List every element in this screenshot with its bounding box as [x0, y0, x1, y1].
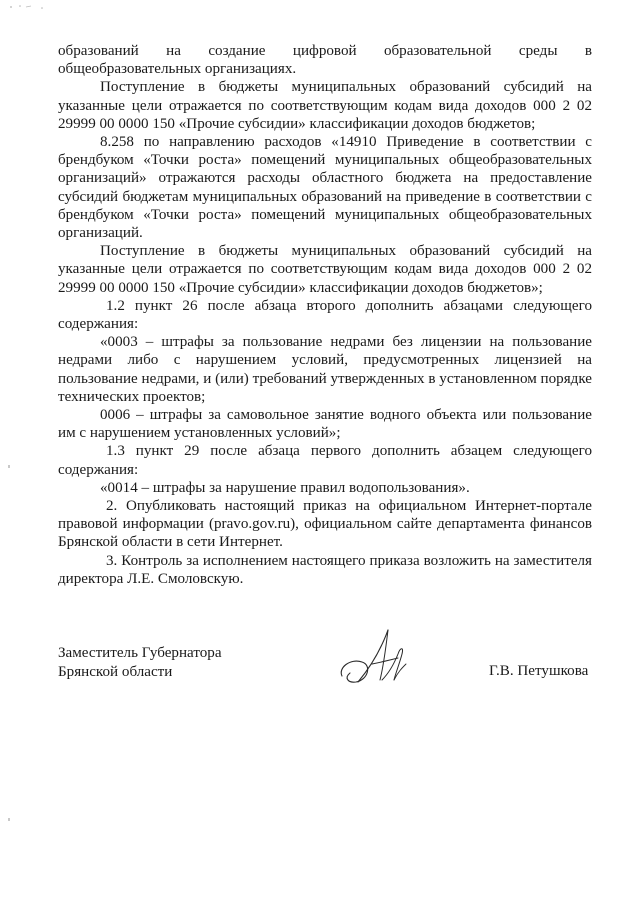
- paragraph-item-1-2: 1.2 пункт 26 после абзаца второго дополнить абзацами следующего содержания:: [58, 297, 592, 333]
- paragraph-subsidy-revenue-2: Поступление в бюджеты муниципальных образований субсидий на указанные цели отражается по соответствующим кодам вида доходов 000 2 02 29999 00 0000 150 «Прочие субсидии» классификации доходов бюджетов»;: [58, 243, 592, 296]
- paragraph-item-8-258: 8.258 по направлению расходов «14910 Приведение в соответствии с брендбуком «Точки роста» помещений муниципальных общеобразовательных организаций» отражаются расходы областного бюджета на предоставление субсидий бюджетам муниципальных образований на приведение в соответствии с брендбуком «Точки роста» помещений муниципальных общеобразовательных организаций.: [58, 134, 592, 242]
- signer-name: Г.В. Петушкова: [489, 663, 589, 679]
- paragraph-continuation: образований на создание цифровой образовательной среды в общеобразовательных организациях.: [58, 43, 592, 78]
- handwritten-signature: [328, 618, 418, 698]
- paragraph-item-2-publish: 2. Опубликовать настоящий приказ на официальном Интернет-портале правовой информации (pravo.gov.ru), официальном сайте департамента финансов Брянской области в сети Интернет.: [58, 498, 592, 551]
- scan-artifact-mark: [8, 465, 10, 468]
- paragraph-code-0003: «0003 – штрафы за пользование недрами без лицензии на пользование недрами либо с нарушением условий, предусмотренных лицензией на пользование недрами, и (или) требований утвержденных в установленном порядке технических проектов;: [58, 334, 592, 405]
- signer-position-line-2: Брянской области: [58, 663, 173, 680]
- signer-position: [58, 644, 222, 681]
- scan-artifact-dots: [8, 4, 48, 10]
- paragraph-code-0014: «0014 – штрафы за нарушение правил водопользования».: [100, 479, 470, 496]
- scan-artifact-mark: [8, 818, 10, 821]
- paragraph-subsidy-revenue-1: Поступление в бюджеты муниципальных образований субсидий на указанные цели отражается по соответствующим кодам вида доходов 000 2 02 29999 00 0000 150 «Прочие субсидии» классификации доходов бюджетов;: [58, 79, 592, 132]
- document-body: [58, 42, 592, 588]
- paragraph-item-1-3: 1.3 пункт 29 после абзаца первого дополнить абзацем следующего содержания:: [58, 443, 592, 478]
- paragraph-item-3-control: 3. Контроль за исполнением настоящего приказа возложить на заместителя директора Л.Е. Смоловскую.: [58, 552, 592, 587]
- paragraph-code-0006: 0006 – штрафы за самовольное занятие водного объекта или пользование им с нарушением установленных условий»;: [58, 407, 592, 442]
- signer-position-line-1: Заместитель Губернатора: [58, 645, 222, 661]
